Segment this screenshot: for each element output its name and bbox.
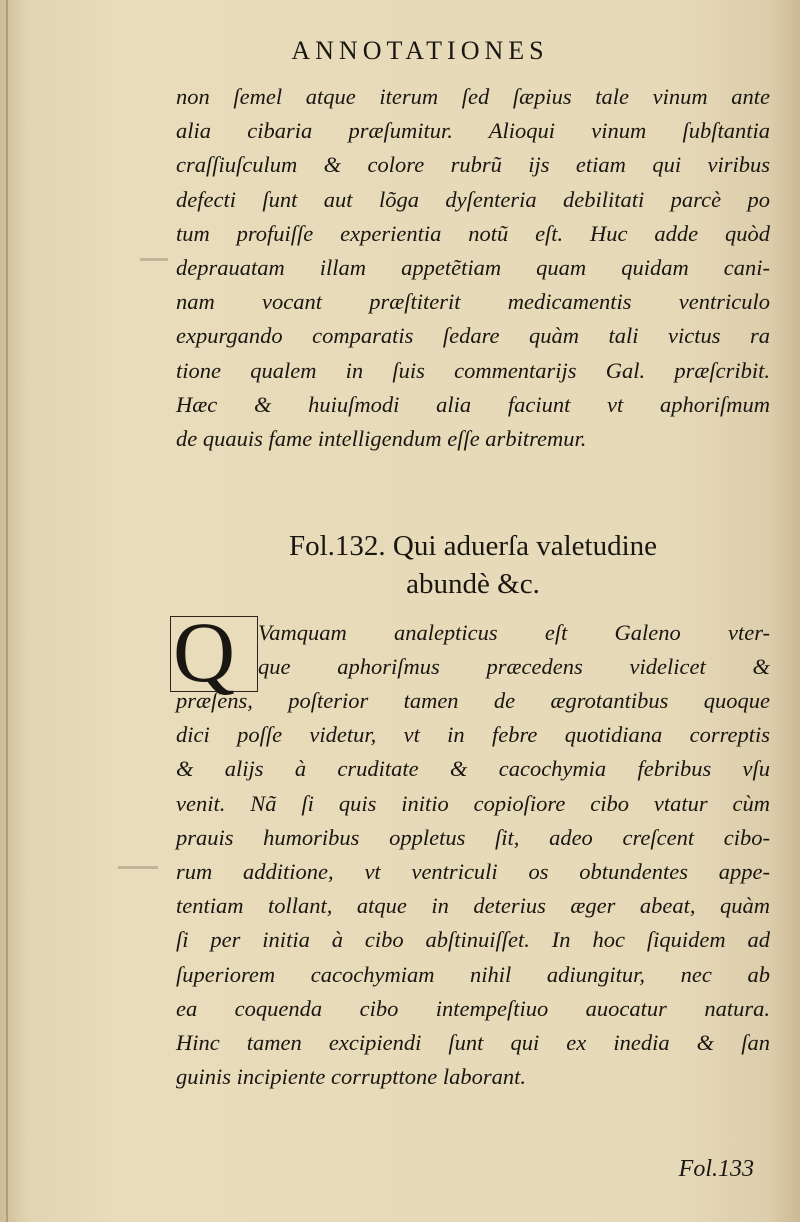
text-line: venit. Nã ſi quis initio copioſiore cibo vtatur cùm xyxy=(176,790,770,816)
margin-mark xyxy=(140,258,168,261)
text-line: Hæc & huiuſmodi alia faciunt vt aphoriſmum xyxy=(176,391,770,417)
text-line: dici poſſe videtur, vt in febre quotidiana correptis xyxy=(176,722,770,748)
text-line: Hinc tamen excipiendi ſunt qui ex inedia & ſan xyxy=(176,1030,770,1056)
text-line: tione qualem in ſuis commentarijs Gal. præſcribit. xyxy=(176,357,770,383)
page-gutter xyxy=(6,0,8,1222)
text-line: defecti ſunt aut lõga dyſenteria debilitati parcè po xyxy=(176,186,770,212)
drop-capital xyxy=(170,604,258,700)
text-line: non ſemel atque iterum ſed ſæpius tale vinum ante xyxy=(176,84,770,109)
text-line: guinis incipiente corrupttone laborant. xyxy=(176,1064,526,1090)
text-line: rum additione, vt ventriculi os obtundentes appe- xyxy=(176,859,770,885)
text-line: tum profuiſſe experientia notũ eſt. Huc adde quòd xyxy=(176,220,770,246)
text-line: de quauis fame intelligendum eſſe arbitremur. xyxy=(176,426,587,452)
text-line: expurgando comparatis ſedare quàm tali victus ra xyxy=(176,323,770,349)
text-line: Vamquam analepticus eſt Galeno vter- xyxy=(258,620,770,645)
text-line: præſens, poſterior tamen de ægrotantibus quoque xyxy=(176,688,770,713)
text-line: tentiam tollant, atque in deterius æger abeat, quàm xyxy=(176,893,770,919)
margin-mark xyxy=(118,866,158,869)
annotation-paragraph-2 xyxy=(176,684,770,1094)
text-line: alia cibaria præſumitur. Alioqui vinum ſubſtantia xyxy=(176,118,770,144)
text-line: & alijs à cruditate & cacochymia febribus vſu xyxy=(176,756,770,782)
text-line: ſi per initia à cibo abſtinuiſſet. In hoc ſiquidem ad xyxy=(176,927,770,953)
catchword: Fol.133 xyxy=(678,1156,754,1182)
text-line: ea coquenda cibo intempeſtiuo auocatur natura. xyxy=(176,995,770,1021)
annotation-paragraph-1 xyxy=(176,80,770,456)
heading-line: abundè &c. xyxy=(406,568,540,600)
text-line: craſſiuſculum & colore rubrũ ijs etiam qui viribus xyxy=(176,152,770,178)
text-line: que aphoriſmus præcedens videlicet & xyxy=(258,654,770,680)
running-header: ANNOTATIONES xyxy=(291,36,549,65)
text-line: nam vocant præſtiterit medicamentis ventriculo xyxy=(176,289,770,315)
annotation-paragraph-2-opening xyxy=(258,616,770,684)
text-line: deprauatam illam appetẽtiam quam quidam cani- xyxy=(176,255,770,281)
text-line: ſuperiorem cacochymiam nihil adiungitur, nec ab xyxy=(176,961,770,987)
drop-capital-letter: Q xyxy=(173,604,236,700)
heading-line: Fol.132. Qui aduerſa valetudine xyxy=(288,530,658,562)
text-line: prauis humoribus oppletus ſit, adeo creſcent cibo- xyxy=(176,824,770,850)
section-heading xyxy=(176,527,770,603)
